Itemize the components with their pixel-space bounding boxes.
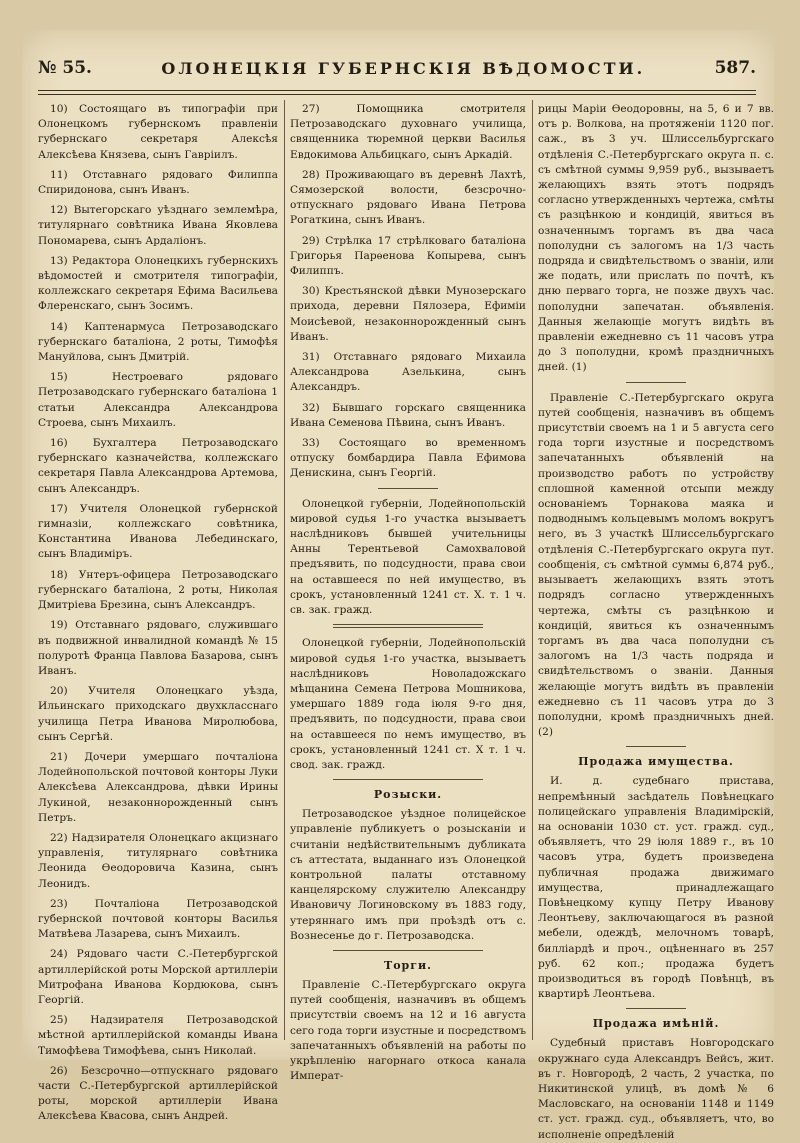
column-2 xyxy=(290,102,526,1083)
page-number: 587. xyxy=(714,58,756,78)
separator xyxy=(626,382,686,383)
list-item: 17) Учителя Олонецкой губернской гимназіи, коллежскаго совѣтника, Константина Иванова Лебединскаго, сынъ Владиміръ. xyxy=(38,502,278,561)
imeniy-text: Судебный приставъ Новгородскаго окружнаго суда Александръ Вейсъ, жит. въ г. Новгородѣ, 2 часть, 2 участка, по Никитинской улицѣ, въ домѣ № 6 Масловскаго, на основаніи 1148 и 1149 ст. уст. гражд. суд., объявляетъ, что, во исполненіе опредѣленій xyxy=(538,1037,774,1141)
list-item: 32) Бывшаго горскаго священника Ивана Семенова Пѣвина, сынъ Иванъ. xyxy=(290,401,526,429)
separator xyxy=(626,746,686,747)
list-item: 21) Дочери умершаго почталіона Лодейнопольской почтовой конторы Луки Алексѣева Александрова, дѣвки Ирины Лукиной, незаконнорожденный сынъ Петръ. xyxy=(38,750,278,824)
list-item: 27) Помощника смотрителя Петрозаводскаго духовнаго училища, священника тюремной церкви Василья Евдокимова Альбицкаго, сынъ Аркадій. xyxy=(290,103,526,161)
list-item: 12) Вытегорскаго уѣзднаго землемѣра, титулярнаго совѣтника Ивана Яковлева Пономарева, сынъ Ардаліонъ. xyxy=(38,204,278,247)
header-rule-thin xyxy=(38,94,756,95)
column-1 xyxy=(38,102,278,1123)
list-item: 23) Почталіона Петрозаводской губернской почтовой конторы Василья Матвѣева Лазарева, сынъ Михаилъ. xyxy=(38,897,278,941)
section-heading-imeniy: Продажа имѣній. xyxy=(592,1017,720,1031)
section-heading-torgi: Торги. xyxy=(384,958,432,972)
list-item: 24) Рядоваго части С.-Петербургской артиллерійской роты Морской артиллеріи Митрофана Иванова Кордюкова, сынъ Георгій. xyxy=(38,948,278,1006)
newspaper-title: ОЛОНЕЦКІЯ ГУБЕРНСКІЯ ВѢДОМОСТИ. xyxy=(161,58,646,78)
list-item: 25) Надзирателя Петрозаводской мѣстной артиллерійской команды Ивана Тимофѣева Тимофѣева, сынъ Николай. xyxy=(38,1014,278,1057)
list-item: 33) Состоящаго во временномъ отпуску бомбардира Павла Ефимова Денискина, сынъ Георгій. xyxy=(290,437,526,480)
column-3 xyxy=(538,102,774,1141)
list-item: 22) Надзирателя Олонецкаго акцизнаго управленія, титулярнаго совѣтника Леонида Ѳеодоровича Казина, сынъ Леонидъ. xyxy=(38,831,278,890)
section-heading-rozyski: Розыски. xyxy=(373,788,443,802)
list-item: 11) Отставнаго рядоваго Филиппа Спиридонова, сынъ Иванъ. xyxy=(38,168,278,197)
list-item: 14) Каптенармуса Петрозаводскаго губернскаго баталіона, 2 роты, Тимофѣя Мануйлова, сынъ Дмитрій. xyxy=(38,320,278,364)
imushchestvo-text: И. д. судебнаго пристава, непремѣнный засѣдатель Повѣнецкаго полицейскаго управленія Владимірскій, на основаніи 1030 ст. уст. гражд. суд., объявляетъ, что 29 іюля 1889 г., въ 10 часовъ утра, будетъ произведена публичная продажа движимаго имущества, принадлежащаго Повѣнецкому купцу Петру Иванову Леонтьеву, заключающагося въ разной мебели, одеждѣ, мелочномъ товарѣ, билліардѣ и проч., оцѣненнаго въ 257 руб. 62 коп.; продажа будетъ производиться въ городѣ Повѣнцѣ, въ квартирѣ Леонтьева. xyxy=(538,775,774,1001)
torgi-notice-2: Правленіе С.-Петербургскаго округа путей сообщенія, назначивъ въ общемъ присутствіи своемъ на 1 и 5 августа сего года торги изустные и посредствомъ запечатанныхъ объявленій на производство работъ по устройству сплошной каменной отсыпи между основаніемъ Торнакова маяка и подводнымъ кольцевымъ моломъ вокругъ него, въ 3 участкѣ Шлиссельбургскаго отдѣленія С.-Петербургскаго округа пут. сообщенія, съ смѣтной суммы 6,874 руб., вызываетъ желающихъ взять этотъ подрядъ согласно утвержденныхъ чертежа, смѣты съ разцѣнкою и кондицій, явиться къ означеннымъ торгамъ въ два часа пополудни съ залогомъ на 1/3 часть подряда и свидѣтельствомъ о званіи. Данныя желающіе могутъ видѣть въ правленіи ежедневно съ 11 часовъ утра до 3 пополудни, кромѣ праздничныхъ дней. (2) xyxy=(538,391,774,739)
court-notice: Олонецкой губерніи, Лодейнопольскій мировой судья 1-го участка, вызываетъ наслѣдниковъ Новоладожскаго мѣщанина Семена Петрова Мошникова, умершаго 1889 года іюля 9-го дня, предъявить, по подсудности, права свои на оставшееся по немъ имущество, въ срокъ, установленный 1241 ст. Х т. 1 ч. свод. зак. гражд. xyxy=(290,637,526,771)
list-item: 31) Отставнаго рядоваго Михаила Александрова Азелькина, сынъ Александръ. xyxy=(290,351,526,394)
list-item: 28) Проживающаго въ деревнѣ Лахтѣ, Сямозерской волости, безсрочно-отпускнаго рядоваго Ивана Петрова Рогаткина, сынъ Иванъ. xyxy=(290,168,526,227)
separator xyxy=(333,779,483,780)
issue-number: № 55. xyxy=(38,58,92,78)
separator xyxy=(333,950,483,951)
torgi-continuation: рицы Маріи Ѳеодоровны, на 5, 6 и 7 вв. отъ р. Волкова, на протяженіи 1120 пог. саж., въ 3 уч. Шлиссельбургскаго отдѣленія С.-Петербургскаго округа п. с. съ смѣтной суммы 9,959 руб., вызываетъ желающихъ взять этотъ подрядъ согласно утвержденныхъ чертежа, смѣты съ разцѣнкою и кондицій, явиться въ означеннымъ торгамъ въ два часа пополудни съ залогомъ на 1/3 часть подряда и свидѣтельствомъ о званіи, или же подать, или прислать по почтѣ, къ дню перваго торга, не позже двухъ час. пополудни запечатан. объявленія. Данныя желающіе могутъ видѣть въ правленіи ежедневно съ 11 часовъ утра до 3 пополудни, кромѣ праздничныхъ дней. (1) xyxy=(538,103,774,374)
masthead xyxy=(38,48,756,88)
separator xyxy=(333,624,483,628)
court-notice: Олонецкой губерніи, Лодейнопольскій мировой судья 1-го участка вызываетъ наслѣдниковъ бывшей учительницы Анны Терентьевой Самохваловой предъявить, по подсудности, права свои на оставшееся по ней имущество, въ срокъ, установленный 1241 ст. Х. т. 1 ч. св. зак. гражд. xyxy=(290,497,526,617)
list-item: 16) Бухгалтера Петрозаводскаго губернскаго казначейства, коллежскаго секретаря Павла Александрова Артемова, сынъ Александръ. xyxy=(38,437,278,495)
newspaper-page xyxy=(22,30,774,1141)
separator xyxy=(378,488,438,489)
list-item: 10) Состоящаго въ типографіи при Олонецкомъ губернскомъ правленіи губернскаго секретаря Алексѣя Алексѣева Князева, сынъ Гавріилъ. xyxy=(38,103,278,161)
torgi-text: Правленіе С.-Петербургскаго округа путей сообщенія, назначивъ въ общемъ присутствіи своемъ на 12 и 16 августа сего года торги изустные и посредствомъ запечатанныхъ объявленій на работы по укрѣпленію нагорнаго откоса канала Императ- xyxy=(290,978,526,1083)
rozyski-text: Петрозаводское уѣздное полицейское управленіе публикуетъ о розысканіи и считаніи недѣйствительнымъ дубликата съ аттестата, выданнаго изъ Олонецкой контрольной палаты отставному канцелярскому служителю Александру Ивановичу Логиновскому въ 1883 году, утеряннаго имъ при проѣздѣ отъ с. Вознесенье до г. Петрозаводска. xyxy=(290,808,526,942)
list-item: 30) Крестьянской дѣвки Мунозерскаго прихода, деревни Пялозера, Ефиміи Моисѣевой, незаконнорожденный сынъ Иванъ. xyxy=(290,285,526,343)
section-heading-imushchestvo: Продажа имущества. xyxy=(578,755,734,769)
columns xyxy=(38,102,774,1141)
list-item: 26) Безсрочно—отпускнаго рядоваго части С.-Петербургской артиллерійской роты, морской артиллеріи Ивана Алексѣева Квасова, сынъ Андрей. xyxy=(38,1064,278,1123)
list-item: 15) Нестроеваго рядоваго Петрозаводскаго губернскаго баталіона 1 статьи Александра Александрова Строева, сынъ Михаилъ. xyxy=(38,371,278,429)
list-item: 29) Стрѣлка 17 стрѣлковаго баталіона Григорья Парѳенова Копырева, сынъ Филиппъ. xyxy=(290,234,526,278)
list-item: 18) Унтеръ-офицера Петрозаводскаго губернскаго баталіона, 2 роты, Николая Дмитріева Брезина, сынъ Александръ. xyxy=(38,568,278,612)
header-rule xyxy=(38,90,756,91)
separator xyxy=(626,1008,686,1009)
list-item: 13) Редактора Олонецкихъ губернскихъ вѣдомостей и смотрителя типографіи, коллежскаго секретаря Ефима Васильева Флеренскаго, сынъ Зосимъ. xyxy=(38,254,278,313)
list-item: 20) Учителя Олонецкаго уѣзда, Ильинскаго приходскаго двухкласснаго училища Петра Иванова Миролюбова, сынъ Сергѣй. xyxy=(38,685,278,743)
list-item: 19) Отставнаго рядоваго, служившаго въ подвижной инвалидной командѣ № 15 полуротѣ Франца Павлова Базарова, сынъ Иванъ. xyxy=(38,619,278,677)
